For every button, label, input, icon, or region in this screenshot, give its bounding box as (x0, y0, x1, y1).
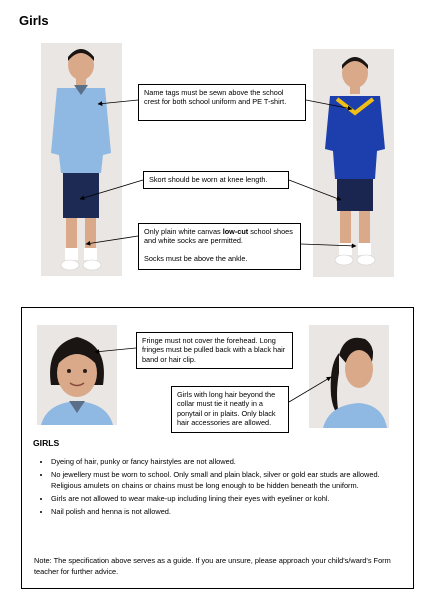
school-uniform-figure-illustration (41, 43, 122, 276)
rule-nail-polish: • Nail polish and henna is not allowed. (51, 507, 401, 518)
profile-figure-illustration (309, 325, 389, 428)
grooming-rules-list (34, 457, 401, 520)
fringe-callout-text: Fringe must not cover the forehead. Long fringes must be pulled back with a black hair band or hair clip. (142, 336, 286, 364)
shoes-callout-text (144, 227, 295, 246)
guidance-note: Note: The specification above serves as a guide. If you are unsure, please approach your child's/ward's Form teacher for further advice. (34, 556, 391, 576)
rule-hair-styles: • Dyeing of hair, punky or fancy hairstyles are not allowed. (51, 457, 401, 468)
student-pe-uniform-photo (313, 49, 394, 277)
student-ponytail-profile-photo (309, 325, 389, 428)
name-tag-callout-text: Name tags must be sewn above the school crest for both school uniform and PE T-shirt. (144, 88, 287, 107)
shoes-callout-text-a: Only plain white canvas (144, 227, 223, 236)
shoes-callout-emphasis: low-cut (222, 227, 249, 236)
pe-uniform-figure-illustration (313, 49, 394, 277)
rule-make-up: • Girls are not allowed to wear make-up including lining their eyes with eyeliner or kohl. (51, 494, 401, 505)
skort-callout-text: Skort should be worn at knee length. (149, 175, 268, 184)
student-fringe-headshot-photo (37, 325, 117, 425)
long-hair-callout-text: Girls with long hair beyond the collar must tie it neatly in a ponytail or in plaits. Only black hair accessories are allowed. (177, 390, 276, 428)
fringe-callout (136, 332, 293, 369)
page-title: Girls (19, 13, 49, 28)
socks-callout-text: Socks must be above the ankle. (144, 253, 248, 263)
name-tag-callout (138, 84, 306, 121)
student-school-uniform-photo (41, 43, 122, 276)
skort-callout (143, 171, 289, 189)
long-hair-callout (171, 386, 289, 433)
shoes-socks-callout (138, 223, 301, 270)
shoes-callout-text-b: school shoes and white socks are permitted. (144, 227, 293, 246)
grooming-section-heading: GIRLS (33, 438, 60, 448)
headshot-figure-illustration (37, 325, 117, 425)
rule-jewellery: • No jewellery must be worn to school. Only small and plain black, silver or gold ear studs are allowed. Religious amulets on chains or chains must be long enough to be hidden beneath the uniform. (51, 470, 401, 491)
